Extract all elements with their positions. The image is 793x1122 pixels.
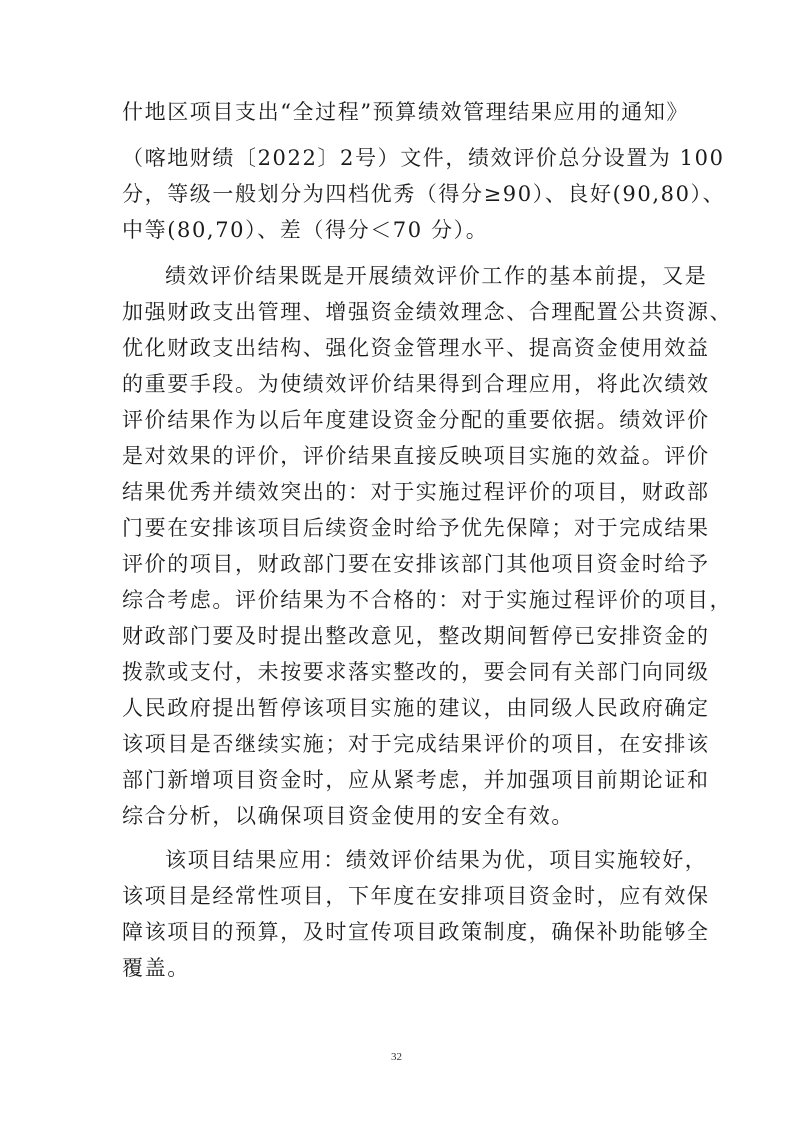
text-line: 该项目是经常性项目，下年度在安排项目资金时，应有效保 — [122, 884, 710, 908]
text-line: 该项目是否继续实施；对于完成结果评价的项目，在安排该 — [122, 732, 710, 756]
text-line: 绩效评价结果既是开展绩效评价工作的基本前提，又是 — [165, 264, 708, 288]
text-line: 综合考虑。评价结果为不合格的：对于实施过程评价的项目， — [122, 588, 733, 612]
text-line: 结果优秀并绩效突出的：对于实施过程评价的项目，财政部 — [122, 480, 710, 504]
text-line: 中等(80,70）、差（得分＜70 分）。 — [122, 218, 489, 242]
text-line: 门要在安排该项目后续资金时给予优先保障；对于完成结果 — [122, 516, 710, 540]
text-line: 综合分析，以确保项目资金使用的安全有效。 — [122, 804, 574, 828]
text-line: 覆盖。 — [122, 956, 190, 980]
text-line: 的重要手段。为使绩效评价结果得到合理应用，将此次绩效 — [122, 372, 710, 396]
text-line: 拨款或支付，未按要求落实整改的，要会同有关部门向同级 — [122, 660, 710, 684]
text-line: 人民政府提出暂停该项目实施的建议，由同级人民政府确定 — [122, 696, 710, 720]
text-line: 优化财政支出结构、强化资金管理水平、提高资金使用效益 — [122, 336, 710, 360]
text-line: 评价结果作为以后年度建设资金分配的重要依据。绩效评价 — [122, 408, 710, 432]
text-line: 评价的项目，财政部门要在安排该部门其他项目资金时给予 — [122, 552, 710, 576]
text-line: 财政部门要及时提出整改意见，整改期间暂停已安排资金的 — [122, 624, 710, 648]
text-line: 加强财政支出管理、增强资金绩效理念、合理配置公共资源、 — [122, 300, 733, 324]
text-line: 分，等级一般划分为四档优秀（得分≥90）、良好(90,80）、 — [122, 182, 726, 206]
text-line: （喀地财绩〔2022〕2号）文件，绩效评价总分设置为 100 — [122, 146, 725, 170]
page-number: 32 — [391, 1051, 402, 1063]
text-line: 该项目结果应用：绩效评价结果为优，项目实施较好， — [165, 848, 708, 872]
text-line: 是对效果的评价，评价结果直接反映项目实施的效益。评价 — [122, 444, 710, 468]
text-line: 部门新增项目资金时，应从紧考虑，并加强项目前期论证和 — [122, 768, 710, 792]
text-line: 什地区项目支出“全过程”预算绩效管理结果应用的通知》 — [122, 100, 690, 124]
text-line: 障该项目的预算，及时宣传项目政策制度，确保补助能够全 — [122, 920, 710, 944]
